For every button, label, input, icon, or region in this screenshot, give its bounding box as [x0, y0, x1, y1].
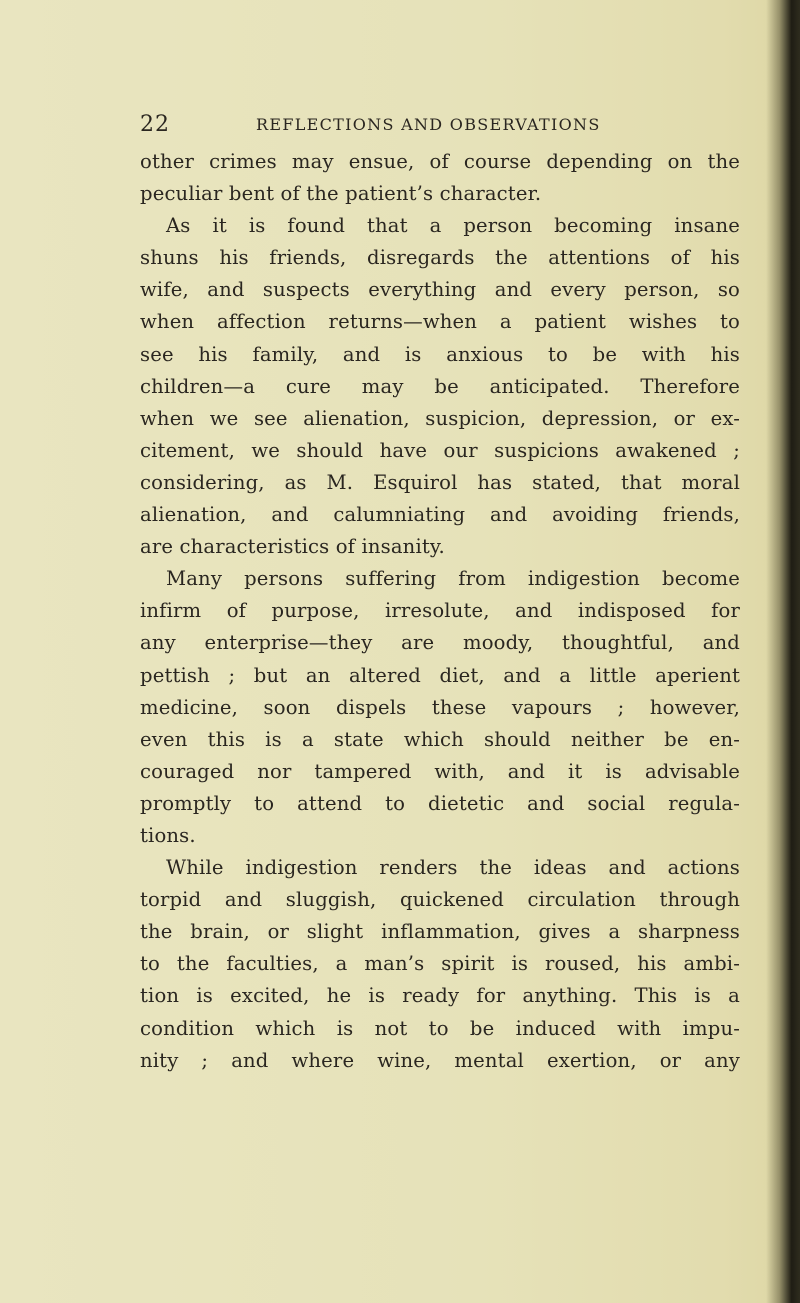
text-line: shuns his friends, disregards the attentions of his	[140, 246, 740, 270]
running-head: REFLECTIONS AND OBSERVATIONS	[256, 115, 601, 134]
text-line: infirm of purpose, irresolute, and indisposed for	[140, 599, 740, 623]
text-line: couraged nor tampered with, and it is advisable	[140, 759, 740, 783]
text-line: pettish ; but an altered diet, and a little aperient	[140, 663, 740, 687]
paragraph-first-line: While indigestion renders the ideas and actions	[166, 856, 740, 880]
page-number: 22	[140, 112, 170, 137]
text-line: citement, we should have our suspicions awakened ;	[140, 438, 740, 462]
text-line: nity ; and where wine, mental exertion, or any	[140, 1048, 740, 1072]
text-line: any enterprise—they are moody, thoughtful, and	[140, 631, 740, 655]
paragraph-first-line: Many persons suffering from indigestion become	[166, 567, 740, 591]
text-line: alienation, and calumniating and avoiding friends,	[140, 503, 740, 527]
paragraph-first-line: As it is found that a person becoming insane	[166, 214, 740, 238]
text-line: see his family, and is anxious to be with his	[140, 342, 740, 366]
text-line: to the faculties, a man’s spirit is roused, his ambi-	[140, 952, 740, 976]
text-line: other crimes may ensue, of course depending on the	[140, 150, 740, 173]
text-line: even this is a state which should neither be en-	[140, 727, 740, 751]
body-text	[140, 146, 740, 1077]
text-line: tion is excited, he is ready for anything. This is a	[140, 984, 740, 1008]
text-line: when affection returns—when a patient wishes to	[140, 310, 740, 334]
text-line: when we see alienation, suspicion, depression, or ex-	[140, 406, 740, 430]
page-header	[140, 112, 740, 142]
text-line: peculiar bent of the patient’s character.	[140, 182, 542, 206]
text-line: medicine, soon dispels these vapours ; however,	[140, 695, 740, 719]
text-line: the brain, or slight inflammation, gives a sharpness	[140, 920, 740, 944]
text-line: children—a cure may be anticipated. Therefore	[140, 374, 740, 398]
text-line: tions.	[140, 823, 196, 847]
book-spine-shadow	[766, 0, 800, 1303]
text-line: wife, and suspects everything and every person, so	[140, 278, 740, 302]
text-line: considering, as M. Esquirol has stated, that moral	[140, 470, 740, 494]
text-line: are characteristics of insanity.	[140, 535, 445, 559]
text-line: promptly to attend to dietetic and social regula-	[140, 791, 740, 815]
text-line: condition which is not to be induced with impu-	[140, 1016, 740, 1040]
text-line: torpid and sluggish, quickened circulation through	[140, 888, 740, 912]
